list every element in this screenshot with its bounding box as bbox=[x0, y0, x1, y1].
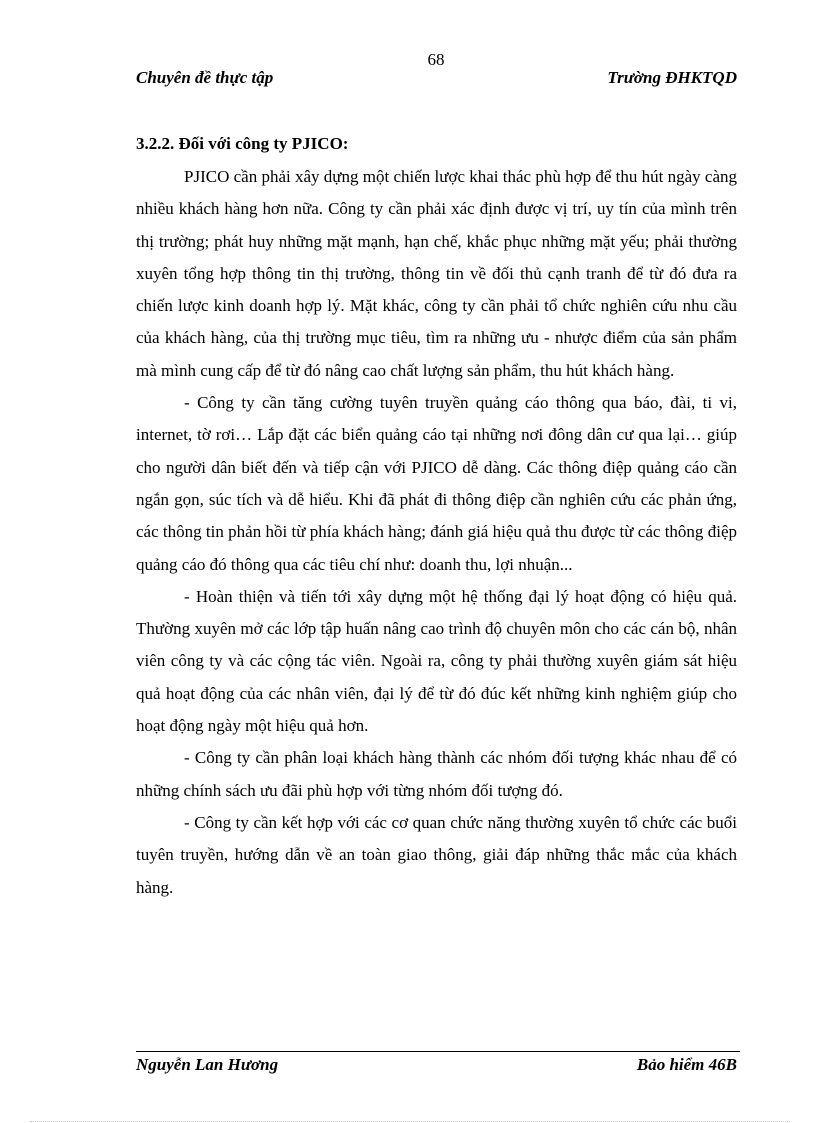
paragraph-traffic-safety: - Công ty cần kết hợp với các cơ quan chức năng thường xuyên tổ chức các buổi tuyên truyền, hướng dẫn về an toàn giao thông, giải đáp những thắc mắc của khách hàng. bbox=[136, 812, 737, 897]
footer-divider bbox=[136, 1051, 740, 1052]
document-body bbox=[136, 133, 737, 904]
page-bottom-border bbox=[30, 1121, 790, 1122]
footer-author: Nguyễn Lan Hương bbox=[136, 1055, 279, 1074]
section-heading: 3.2.2. Đối với công ty PJICO: bbox=[136, 134, 349, 153]
paragraph-advertising: - Công ty cần tăng cường tuyên truyền quảng cáo thông qua báo, đài, ti vi, internet, tờ rơi… Lắp đặt các biển quảng cáo tại những nơi đông dân cư qua lại… giúp cho người dân biết đến và tiếp cận với PJICO dễ dàng. Các thông điệp quảng cáo cần ngắn gọn, súc tích và dễ hiểu. Khi đã phát đi thông điệp cần nghiên cứu các phản ứng, các thông tin phản hồi từ phía khách hàng; đánh giá hiệu quả thu được từ các thông điệp quảng cáo đó thông qua các tiêu chí như: doanh thu, lợi nhuận... bbox=[136, 393, 737, 574]
page-number: 68 bbox=[427, 50, 445, 69]
paragraph-intro: PJICO cần phải xây dựng một chiến lược khai thác phù hợp để thu hút ngày càng nhiều khách hàng hơn nữa. Công ty cần phải xác định được vị trí, uy tín của mình trên thị trường; phát huy những mặt mạnh, hạn chế, khắc phục những mặt yếu; phải thường xuyên tổng hợp thông tin thị trường, thông tin về đối thủ cạnh tranh để từ đó đưa ra chiến lược kinh doanh hợp lý. Mặt khác, công ty cần phải tổ chức nghiên cứu nhu cầu của khách hàng, của thị trường mục tiêu, tìm ra những ưu - nhược điểm của sản phẩm mà mình cung cấp để từ đó nâng cao chất lượng sản phẩm, thu hút khách hàng. bbox=[136, 167, 737, 380]
paragraph-agency-system: - Hoàn thiện và tiến tới xây dựng một hệ thống đại lý hoạt động có hiệu quả. Thường xuyên mở các lớp tập huấn nâng cao trình độ chuyên môn cho các cán bộ, nhân viên công ty và các cộng tác viên. Ngoài ra, công ty phải thường xuyên giám sát hiệu quả hoạt động của các nhân viên, đại lý để từ đó đúc kết những kinh nghiệm giúp cho hoạt động ngày một hiệu quả hơn. bbox=[136, 586, 737, 736]
paragraph-customer-segmentation: - Công ty cần phân loại khách hàng thành các nhóm đối tượng khác nhau để có những chính sách ưu đãi phù hợp với từng nhóm đối tượng đó. bbox=[136, 748, 737, 800]
footer-class: Bảo hiểm 46B bbox=[636, 1055, 737, 1074]
header-course-title: Chuyên đề thực tập bbox=[136, 68, 274, 87]
header-university: Trường ĐHKTQD bbox=[607, 68, 737, 87]
